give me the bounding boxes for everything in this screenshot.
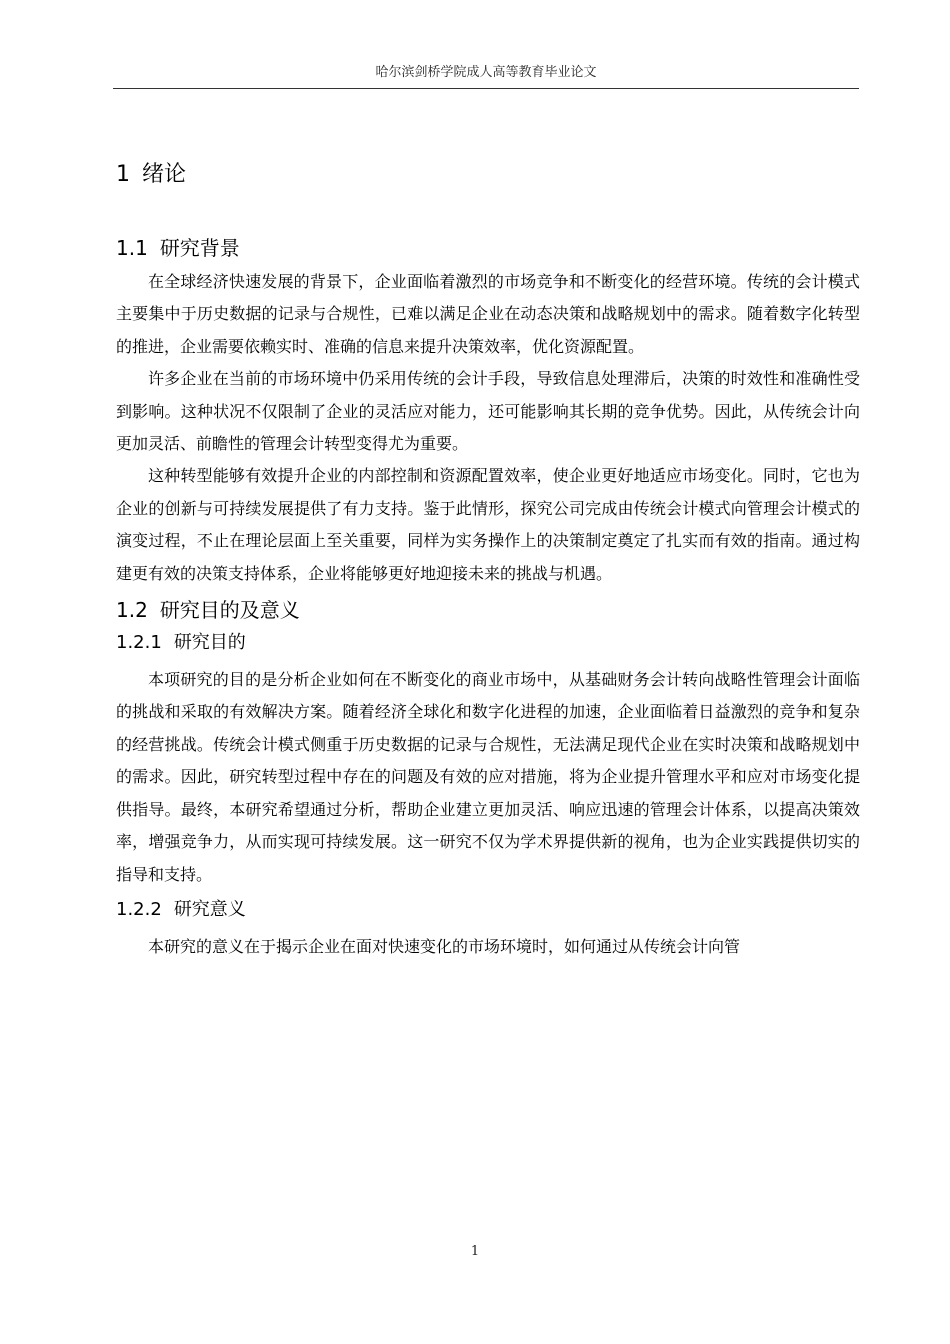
subsection-number: 1.2.1	[116, 632, 162, 654]
section-heading-1-2	[116, 596, 860, 624]
subsection-number: 1.2.2	[116, 898, 162, 920]
paragraph: 本研究的意义在于揭示企业在面对快速变化的市场环境时，如何通过从传统会计向管	[148, 936, 741, 956]
header-rule	[113, 88, 859, 89]
page-body	[116, 150, 860, 963]
chapter-number: 1	[116, 162, 130, 187]
subsection-title: 研究意义	[173, 898, 246, 920]
subsection-title: 研究目的	[173, 632, 246, 654]
subsection-heading-1-2-2	[116, 897, 860, 923]
paragraph: 这种转型能够有效提升企业的内部控制和资源配置效率，使企业更好地适应市场变化。同时，它也为企业的创新与可持续发展提供了有力支持。鉴于此情形，探究公司完成由传统会计模式向管理会计模式的演变过程，不止在理论层面上至关重要，同样为实务操作上的决策制定奠定了扎实而有效的指南。通过构建更有效的决策支持体系，企业将能够更好地迎接未来的挑战与机遇。	[116, 466, 860, 583]
chapter-title: 绪论	[142, 162, 187, 187]
section-number: 1.1	[116, 236, 148, 260]
section-number: 1.2	[116, 598, 148, 623]
running-header: 哈尔滨剑桥学院成人高等教育毕业论文	[375, 65, 597, 80]
section-heading-1-1	[116, 234, 860, 262]
paragraph: 许多企业在当前的市场环境中仍采用传统的会计手段，导致信息处理滞后，决策的时效性和准确性受到影响。这种状况不仅限制了企业的灵活应对能力，还可能影响其长期的竞争优势。因此，从传统会计向更加灵活、前瞻性的管理会计转型变得尤为重要。	[116, 369, 860, 454]
paragraph: 本项研究的目的是分析企业如何在不断变化的商业市场中，从基础财务会计转向战略性管理会计面临的挑战和采取的有效解决方案。随着经济全球化和数字化进程的加速，企业面临着日益激烈的竞争和复杂的经营挑战。传统会计模式侧重于历史数据的记录与合规性，无法满足现代企业在实时决策和战略规划中的需求。因此，研究转型过程中存在的问题及有效的应对措施，将为企业提升管理水平和应对市场变化提供指导。最终，本研究希望通过分析，帮助企业建立更加灵活、响应迅速的管理会计体系，以提高决策效率，增强竞争力，从而实现可持续发展。这一研究不仅为学术界提供新的视角，也为企业实践提供切实的指导和支持。	[116, 670, 860, 884]
section-title: 研究背景	[159, 236, 240, 260]
section-title: 研究目的及意义	[159, 598, 300, 623]
subsection-heading-1-2-1	[116, 630, 860, 656]
page-number: 1	[470, 1244, 480, 1259]
chapter-heading	[116, 160, 860, 190]
paragraph: 在全球经济快速发展的背景下，企业面临着激烈的市场竞争和不断变化的经营环境。传统的会计模式主要集中于历史数据的记录与合规性，已难以满足企业在动态决策和战略规划中的需求。随着数字化转型的推进，企业需要依赖实时、准确的信息来提升决策效率，优化资源配置。	[116, 272, 860, 356]
